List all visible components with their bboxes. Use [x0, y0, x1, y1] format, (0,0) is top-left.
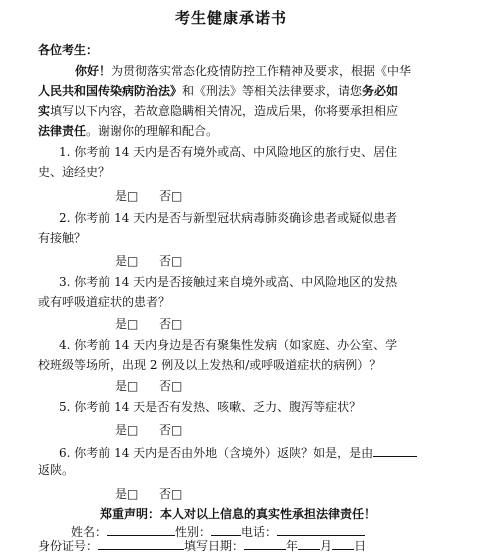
document-title: 考生健康承诺书 — [175, 9, 288, 27]
question-1-line-1: 1. 你考前 14 天内是否有境外或高、中风险地区的旅行史、居住 — [59, 145, 398, 159]
name-label: 姓名： — [71, 525, 108, 539]
question-4-yes-checkbox[interactable]: 是□ — [115, 379, 139, 393]
question-6-line-1: 6. 你考前 14 天内是否由外地（含境外）返陕？如是，是由 — [59, 444, 417, 459]
phone-field[interactable] — [277, 523, 365, 536]
id-number-field[interactable] — [98, 537, 184, 550]
intro-hello: 你好！ — [75, 64, 112, 78]
intro-line-4: 法律责任。谢谢你的理解和配合。 — [38, 124, 219, 138]
intro-line-1: 你好！为贯彻落实常态化疫情防控工作精神及要求，根据《中华 — [75, 64, 412, 78]
question-6-line-2: 返陕。 — [38, 463, 75, 477]
return-origin-blank[interactable] — [373, 444, 417, 457]
gender-field[interactable] — [211, 523, 241, 536]
greeting: 各位考生： — [38, 43, 99, 57]
question-5-no-checkbox[interactable]: 否□ — [159, 423, 183, 437]
question-3-line-1: 3. 你考前 14 天内是否接触过来自境外或高、中风险地区的发热 — [59, 275, 398, 289]
question-3-yes-checkbox[interactable]: 是□ — [115, 317, 139, 331]
id-label: 身份证号： — [38, 539, 99, 553]
question-4-no-checkbox[interactable]: 否□ — [159, 379, 183, 393]
question-3-line-2: 或有呼吸道症状的患者？ — [38, 295, 171, 309]
phone-label: 电话： — [241, 525, 278, 539]
question-6-no-checkbox[interactable]: 否□ — [159, 487, 183, 501]
name-gender-phone-row — [71, 523, 365, 538]
question-6-yes-checkbox[interactable]: 是□ — [115, 487, 139, 501]
name-field[interactable] — [107, 523, 175, 536]
question-2-yes-checkbox[interactable]: 是□ — [115, 254, 139, 268]
day-field[interactable] — [332, 537, 354, 550]
question-2-no-checkbox[interactable]: 否□ — [159, 254, 183, 268]
question-1-no-checkbox[interactable]: 否□ — [159, 189, 183, 203]
question-3-no-checkbox[interactable]: 否□ — [159, 317, 183, 331]
question-1-yes-checkbox[interactable]: 是□ — [115, 189, 139, 203]
question-5-line-1: 5. 你考前 14 天是否有发热、咳嗽、乏力、腹泻等症状？ — [59, 400, 362, 414]
gender-label: 性别： — [175, 525, 212, 539]
question-1-line-2: 史、途经史？ — [38, 165, 111, 179]
question-5-yes-checkbox[interactable]: 是□ — [115, 423, 139, 437]
legal-statement: 郑重声明：本人对以上信息的真实性承担法律责任！ — [100, 507, 377, 521]
question-4-line-2: 校班级等场所，出现 2 例及以上发热和/或呼吸道症状的病例）？ — [38, 358, 382, 372]
question-2-line-1: 2. 你考前 14 天内是否与新型冠状病毒肺炎确诊患者或疑似患者 — [59, 211, 398, 225]
intro-line-2: 人民共和国传染病防治法》和《刑法》等相关法律要求，请您务必如 — [38, 84, 399, 98]
date-label: 填写日期： — [184, 539, 245, 553]
id-date-row: 身份证号： 填写日期： 年 月 日 — [38, 539, 367, 553]
question-4-line-1: 4. 你考前 14 天内身边是否有聚集性发病（如家庭、办公室、学 — [59, 338, 398, 352]
question-2-line-2: 有接触？ — [38, 231, 87, 245]
month-field[interactable] — [298, 537, 320, 550]
year-field[interactable] — [244, 537, 286, 550]
intro-line-3: 实填写以下内容，若故意隐瞒相关情况，造成后果，你将要承担相应 — [38, 104, 399, 118]
